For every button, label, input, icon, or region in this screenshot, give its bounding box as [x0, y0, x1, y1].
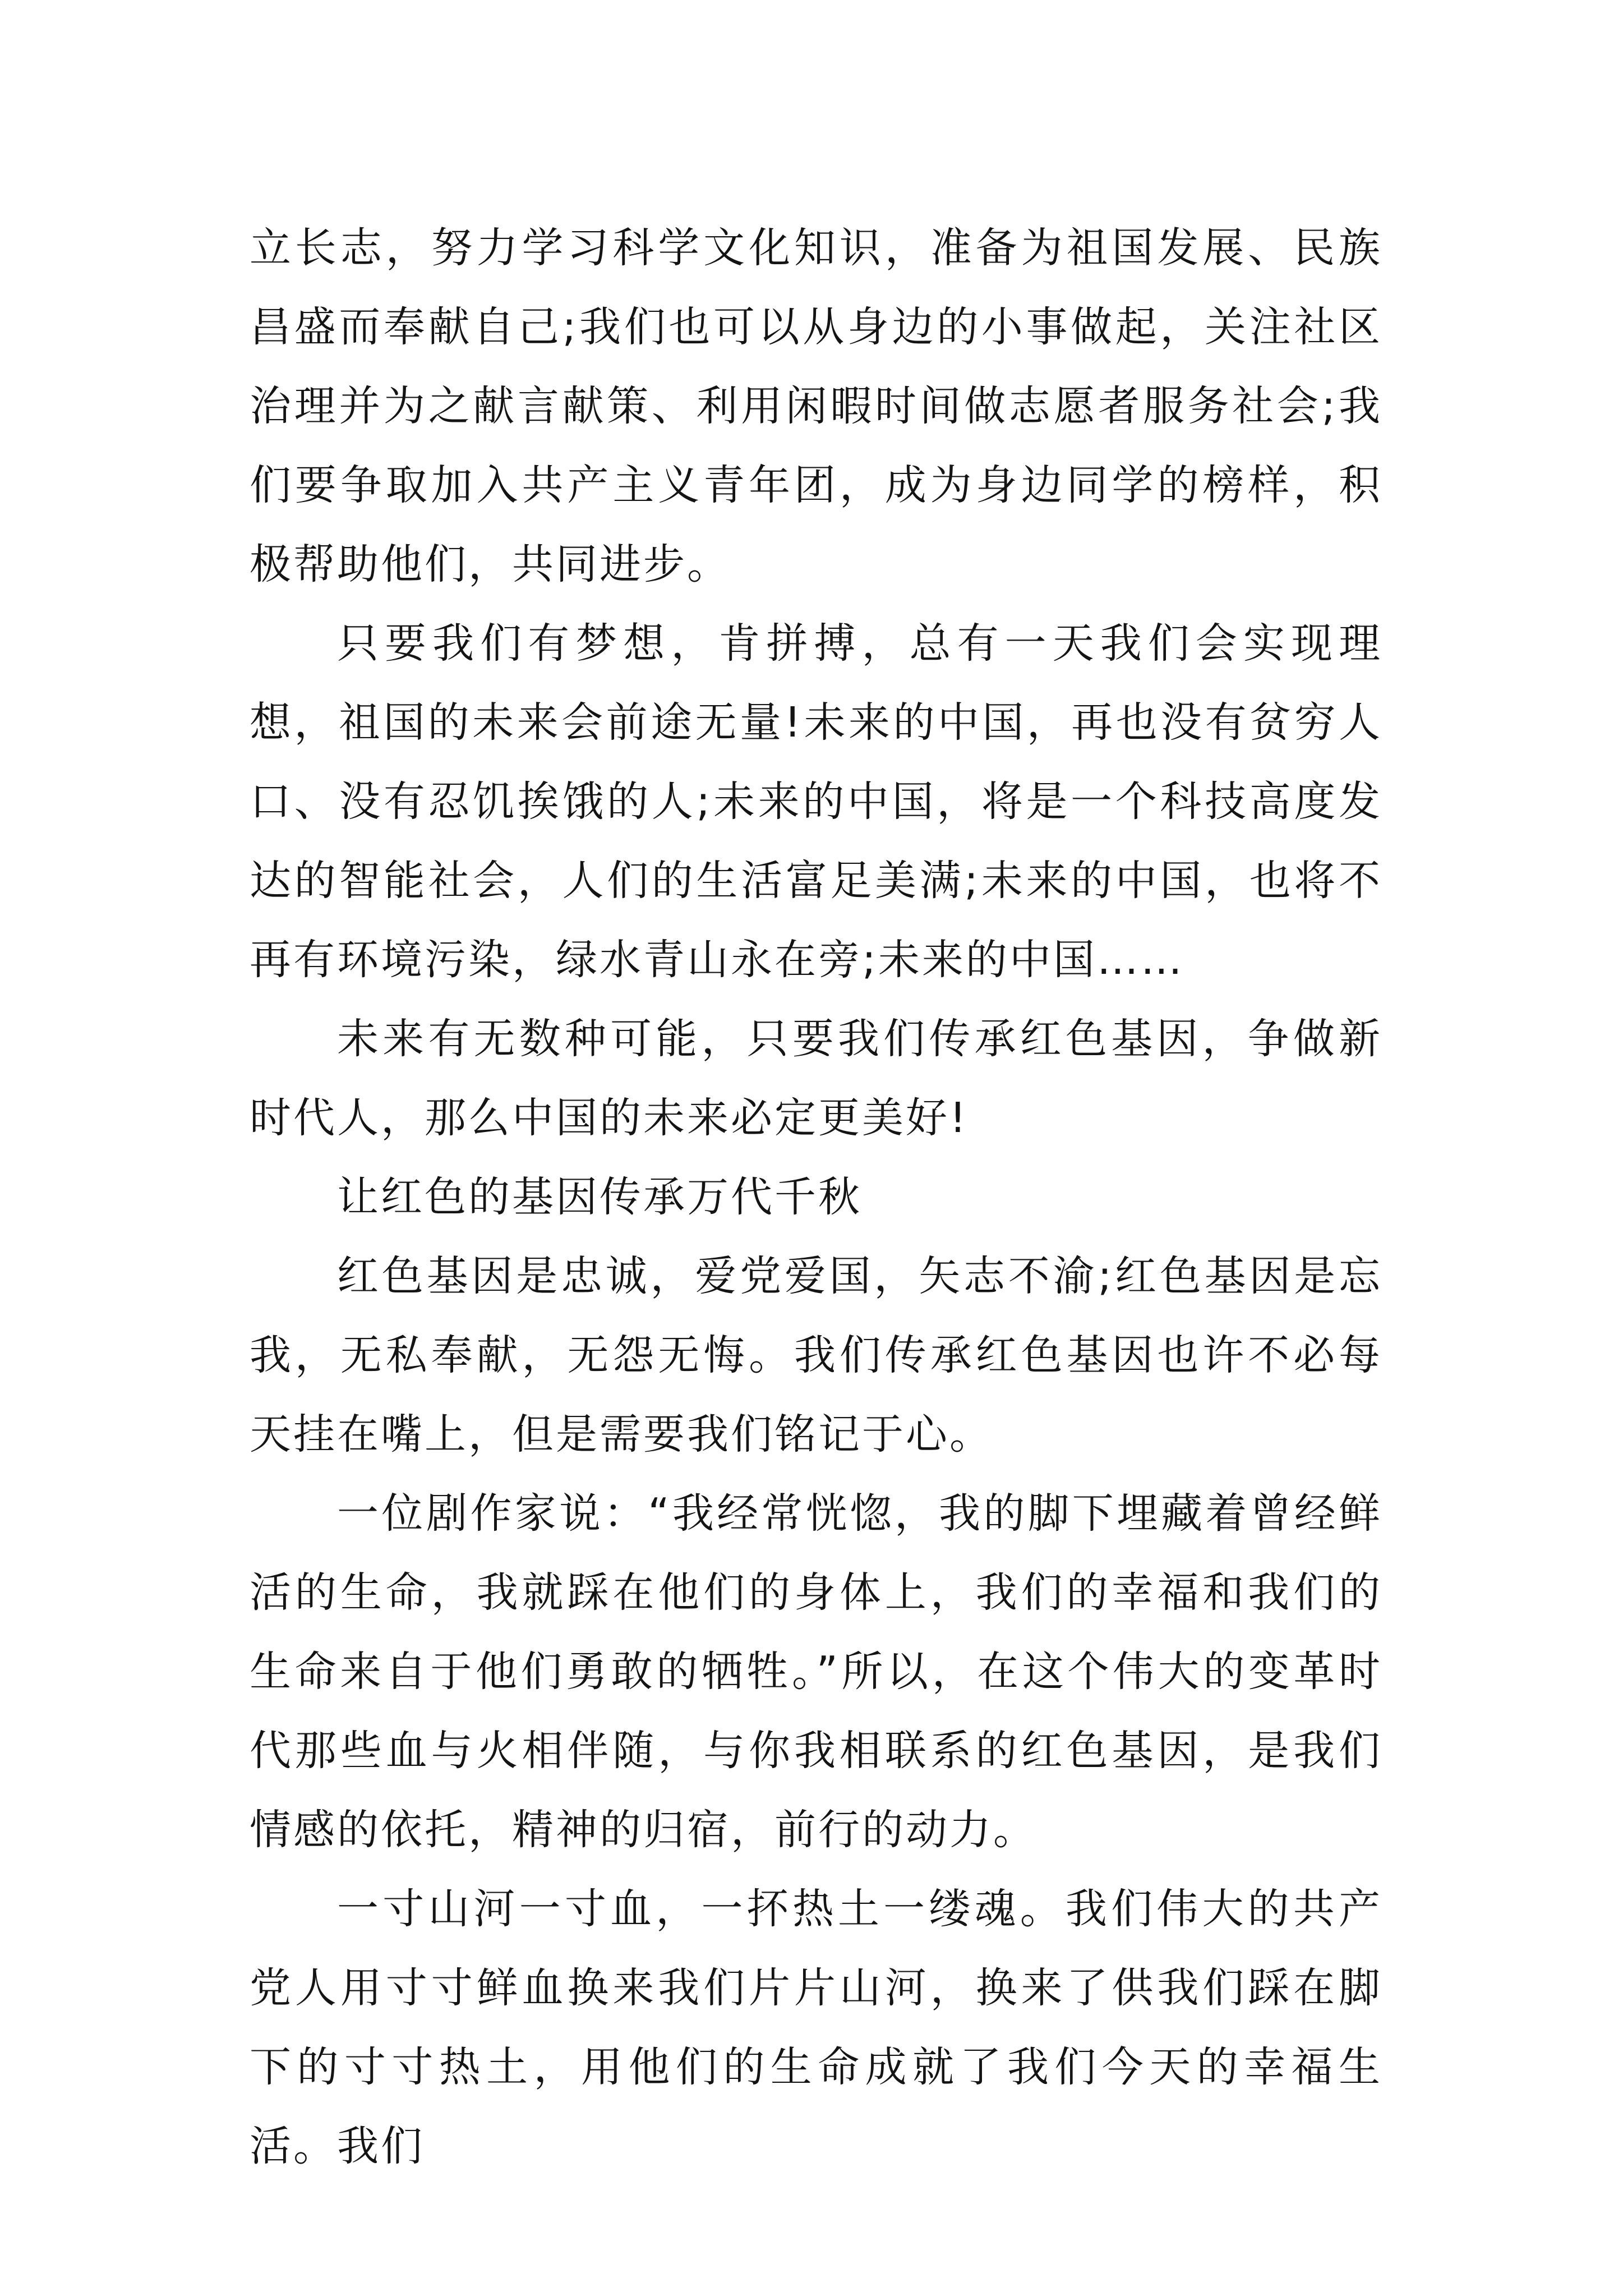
- paragraph: 立长志，努力学习科学文化知识，准备为祖国发展、民族昌盛而奉献自己;我们也可以从身边的小事做起，关注社区治理并为之献言献策、利用闲暇时间做志愿者服务社会;我们要争取加入共产主义青年团，成为身边同学的榜样，积极帮助他们，共同进步。: [250, 224, 1382, 588]
- body-text: [250, 209, 1382, 2186]
- paragraph: 只要我们有梦想，肯拼搏，总有一天我们会实现理想，祖国的未来会前途无量!未来的中国，再也没有贫穷人口、没有忍饥挨饿的人;未来的中国，将是一个科技高度发达的智能社会，人们的生活富足美满;未来的中国，也将不再有环境污染，绿水青山永在旁;未来的中国……: [250, 619, 1382, 984]
- paragraph: 一寸山河一寸血，一抔热土一缕魂。我们伟大的共产党人用寸寸鲜血换来我们片片山河，换来了供我们踩在脚下的寸寸热土，用他们的生命成就了我们今天的幸福生活。我们: [250, 1885, 1382, 2170]
- paragraph: 红色基因是忠诚，爱党爱国，矢志不渝;红色基因是忘我，无私奉献，无怨无悔。我们传承红色基因也许不必每天挂在嘴上，但是需要我们铭记于心。: [250, 1252, 1382, 1458]
- section-heading: 让红色的基因传承万代千秋: [337, 1173, 862, 1221]
- paragraph: 一位剧作家说：“我经常恍惚，我的脚下埋藏着曾经鲜活的生命，我就踩在他们的身体上，我们的幸福和我们的生命来自于他们勇敢的牺牲。”所以，在这个伟大的变革时代那些血与火相伴随，与你我相联系的红色基因，是我们情感的依托，精神的归宿，前行的动力。: [250, 1489, 1382, 1854]
- paragraph: 未来有无数种可能，只要我们传承红色基因，争做新时代人，那么中国的未来必定更美好!: [250, 1015, 1382, 1142]
